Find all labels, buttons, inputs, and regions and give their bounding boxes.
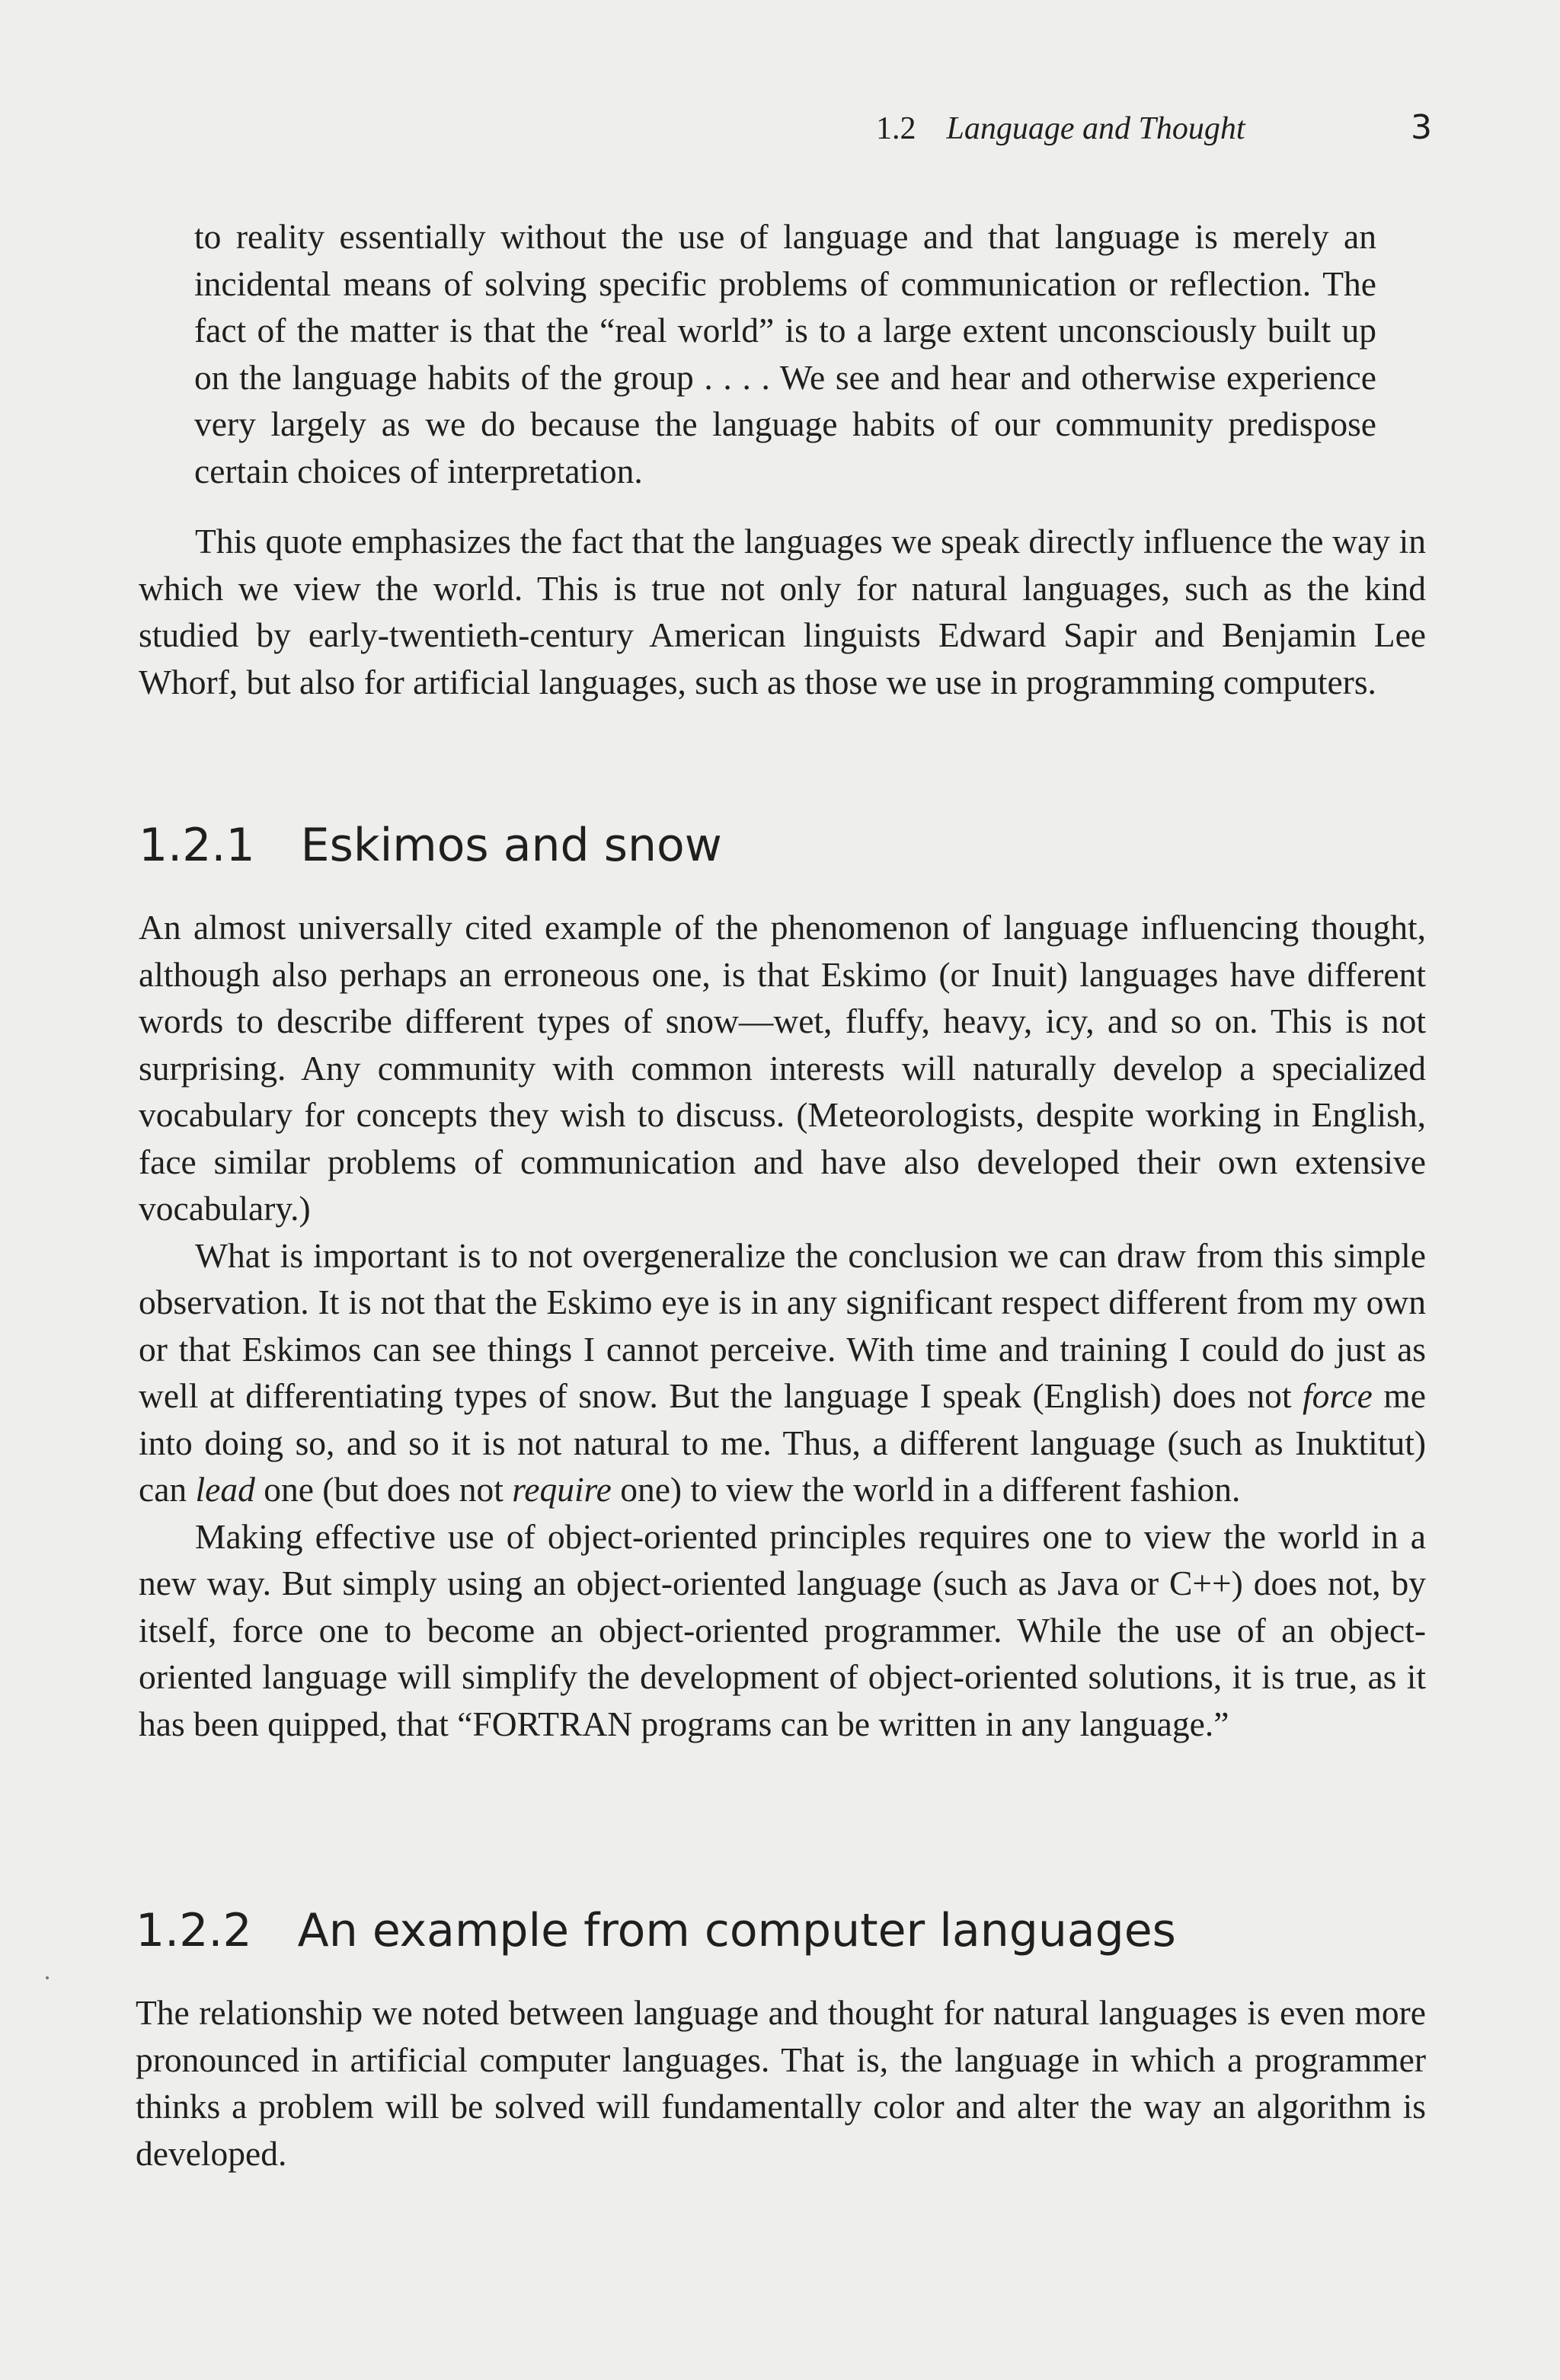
paragraph-text: one (but does not <box>254 1470 513 1509</box>
page-number: 3 <box>1411 108 1432 147</box>
paragraph <box>139 1232 1426 1513</box>
paragraph-text: me into doing so, and so it is not natural to me. Thus, a different language (such as Inuktitut) can <box>139 1376 1426 1509</box>
intro-section <box>139 518 1426 705</box>
section-1-2-1-body <box>139 904 1426 1747</box>
section-title: An example from computer languages <box>297 1904 1176 1957</box>
running-head <box>876 108 1432 154</box>
running-head-section-number: 1.2 <box>876 111 916 146</box>
section-number: 1.2.2 <box>136 1904 252 1957</box>
scan-speck <box>46 1976 49 1979</box>
section-title: Eskimos and snow <box>300 819 722 872</box>
emphasis-force: force <box>1303 1376 1373 1415</box>
section-heading-1-2-1 <box>139 819 722 872</box>
paragraph-text: one) to view the world in a different fashion. <box>611 1470 1241 1509</box>
section-1-2-2-body <box>136 1989 1426 2177</box>
quote-text: to reality essentially without the use of language and that language is merely an incidental means of solving specific problems of communication or reflection. The fact of the matter is that the “real world” is to a large extent unconsciously built up on the language habits of the group . . . . We see and hear and otherwise experience very largely as we do because the language habits of our community predispose certain choices of interpretation. <box>194 217 1376 490</box>
paragraph: Making effective use of object-oriented principles requires one to view the world in a new way. But simply using an object-oriented language (such as Java or C++) does not, by itself, force one to become an object-oriented programmer. While the use of an object-oriented language will simplify the development of object-oriented solutions, it is true, as it has been quipped, that “FORTRAN programs can be written in any language.” <box>139 1516 1426 1743</box>
paragraph: An almost universally cited example of the phenomenon of language influencing thought, although also perhaps an erroneous one, is that Eskimo (or Inuit) languages have different words to describe different types of snow—wet, fluffy, heavy, icy, and so on. This is not surprising. Any community with common interests will naturally develop a specialized vocabulary for concepts they wish to discuss. (Meteorologists, despite working in English, face similar problems of communication and have also developed their own extensive vocabulary.) <box>139 908 1426 1228</box>
paragraph: The relationship we noted between language and thought for natural languages is even more pronounced in artificial computer languages. That is, the language in which a programmer thinks a problem will be solved will fundamentally color and alter the way an algorithm is developed. <box>136 1993 1426 2173</box>
emphasis-lead: lead <box>195 1470 255 1509</box>
section-number: 1.2.1 <box>139 819 255 872</box>
emphasis-require: require <box>512 1470 612 1509</box>
running-head-section-title: Language and Thought <box>946 111 1245 146</box>
paragraph-text: What is important is to not overgeneralize the conclusion we can draw from this simple observation. It is not that the Eskimo eye is in any significant respect different from my own or that Eskimos can see things I cannot perceive. With time and training I could do just as well at differentiating types of snow. But the language I speak (English) does not <box>139 1235 1426 1415</box>
section-heading-1-2-2 <box>136 1904 1176 1957</box>
block-quote <box>194 213 1376 494</box>
intro-paragraph: This quote emphasizes the fact that the languages we speak directly influence the way in which we view the world. This is true not only for natural languages, such as the kind studied by early-twentieth-century American linguists Edward Sapir and Benjamin Lee Whorf, but also for artificial languages, such as those we use in programming computers. <box>139 522 1426 701</box>
